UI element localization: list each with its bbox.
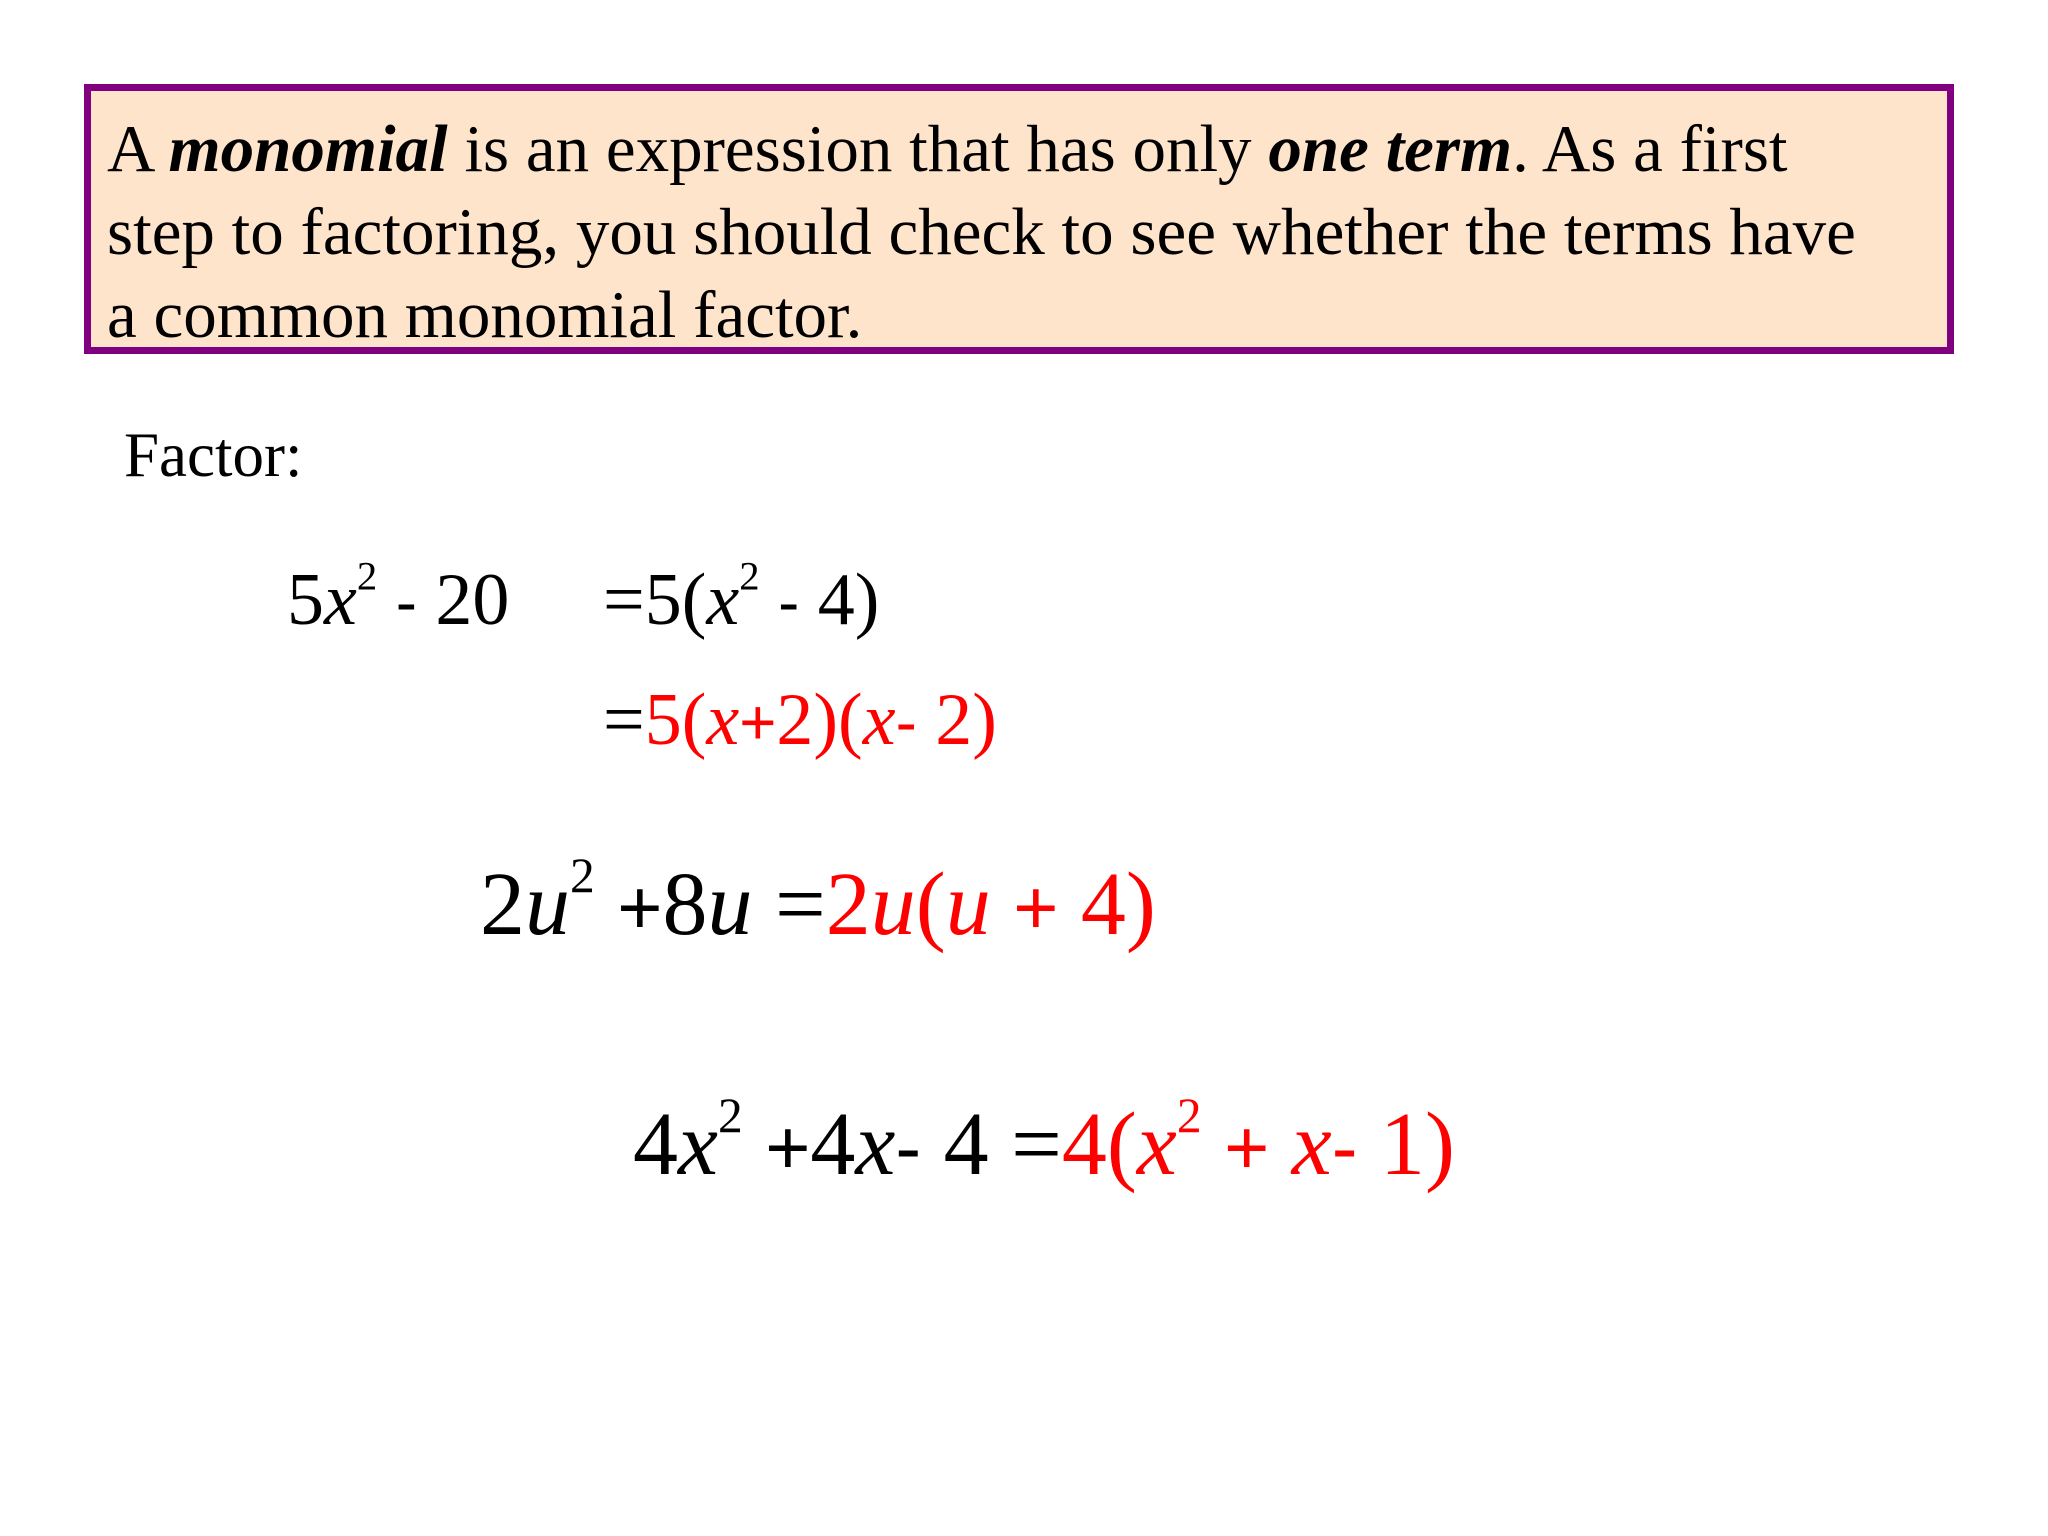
factor-label: Factor:: [124, 420, 303, 490]
example-2-lhs: $2u^2 +8u$: [480, 847, 753, 954]
example-3-lhs: $4x^2 +4x-$ 4: [633, 1087, 989, 1194]
term-one-term: one term: [1268, 112, 1513, 186]
example-1-lhs: $5x^2 - 20$: [287, 553, 510, 641]
definition-line-1: A monomial is an expression that has only one term. As a first: [107, 112, 1788, 186]
example-3-answer: $4(x^2 + x-$ 1): [1061, 1087, 1456, 1194]
example-1-step-1: $=5(x^2 - 4)$: [603, 553, 880, 641]
term-monomial: monomial: [168, 112, 448, 186]
definition-line-2: step to factoring, you should check to see whether the terms have: [107, 195, 1856, 269]
example-1-step-2: =5(x+2)(x- 2): [603, 679, 997, 761]
example-1-answer: 5(x+2)(x- 2): [644, 679, 997, 761]
example-2-answer: 2u(u + 4): [825, 855, 1156, 954]
definition-line-3: a common monomial factor.: [107, 278, 863, 352]
example-3: $4x^2 +4x-$ $4 =4(x^2 + x-$ 1): [633, 1087, 1456, 1194]
example-2: $2u^2 +8u =2u(u + 4)$: [480, 847, 1156, 954]
